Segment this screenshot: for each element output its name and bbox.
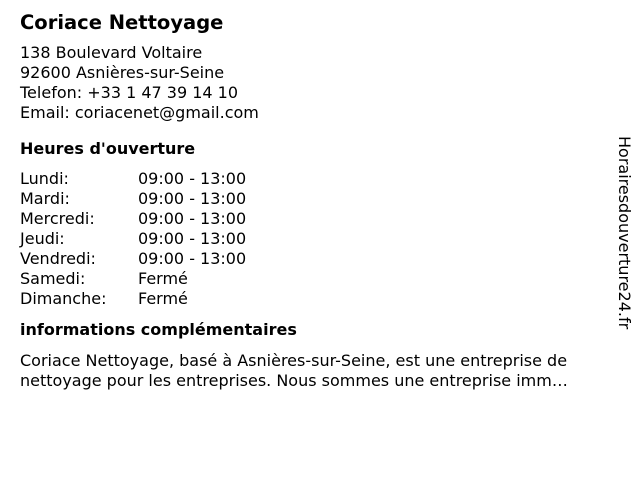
info-title: informations complémentaires <box>20 320 297 339</box>
description-line-1: Coriace Nettoyage, basé à Asnières-sur-Seine, est une entreprise de <box>20 351 568 370</box>
time-value: 09:00 - 13:00 <box>138 229 247 248</box>
day-label: Dimanche: <box>20 289 107 308</box>
day-label: Vendredi: <box>20 249 96 268</box>
day-label: Samedi: <box>20 269 86 288</box>
description-line-2: nettoyage pour les entreprises. Nous sommes une entreprise imm… <box>20 371 568 390</box>
business-description <box>20 351 620 391</box>
time-value: Fermé <box>138 289 188 308</box>
hours-row-saturday <box>20 269 620 289</box>
site-watermark: Horairesdouverture24.fr <box>615 136 634 330</box>
day-label: Jeudi: <box>20 229 65 248</box>
business-name: Coriace Nettoyage <box>20 11 224 34</box>
opening-hours-list <box>20 169 620 309</box>
address-line-1: 138 Boulevard Voltaire <box>20 43 203 62</box>
email-address[interactable]: Email: coriacenet@gmail.com <box>20 103 259 122</box>
address-line-2: 92600 Asnières-sur-Seine <box>20 63 225 82</box>
time-value: 09:00 - 13:00 <box>138 169 247 188</box>
hours-row-monday <box>20 169 620 189</box>
hours-row-thursday <box>20 229 620 249</box>
hours-row-friday <box>20 249 620 269</box>
hours-title: Heures d'ouverture <box>20 139 196 158</box>
hours-row-sunday <box>20 289 620 309</box>
hours-row-tuesday <box>20 189 620 209</box>
day-label: Mercredi: <box>20 209 95 228</box>
day-label: Mardi: <box>20 189 70 208</box>
phone-number[interactable]: Telefon: +33 1 47 39 14 10 <box>20 83 239 102</box>
day-label: Lundi: <box>20 169 69 188</box>
time-value: 09:00 - 13:00 <box>138 189 247 208</box>
hours-row-wednesday <box>20 209 620 229</box>
time-value: 09:00 - 13:00 <box>138 209 247 228</box>
time-value: 09:00 - 13:00 <box>138 249 247 268</box>
business-card <box>20 9 620 391</box>
time-value: Fermé <box>138 269 188 288</box>
